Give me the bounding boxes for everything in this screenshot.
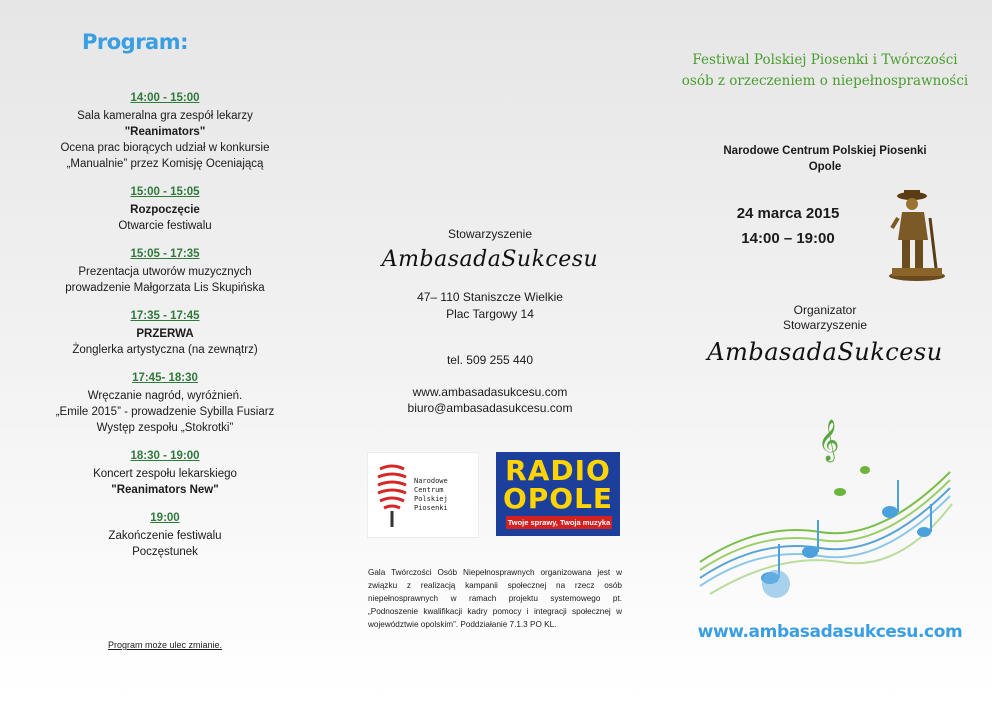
schedule-line: Wręczanie nagród, wyróżnień. xyxy=(87,390,243,402)
schedule-line: „Emile 2015” - prowadzenie Sybilla Fusiarz xyxy=(55,406,275,418)
schedule-line: Otwarcie festiwalu xyxy=(118,220,212,232)
schedule-time: 14:00 - 15:00 xyxy=(130,92,200,104)
ncpp-line: Polskiej xyxy=(414,495,448,503)
schedule-line: Zakończenie festiwalu xyxy=(108,530,222,542)
website-link[interactable]: www.ambasadasukcesu.com xyxy=(412,385,568,399)
ncpp-line: Centrum xyxy=(414,486,444,494)
organizer-line1: Organizator xyxy=(793,303,857,317)
schedule-block xyxy=(30,368,300,436)
microphone-icon xyxy=(370,461,414,531)
address-line2: Plac Targowy 14 xyxy=(446,307,534,321)
schedule-line: Rozpoczęcie xyxy=(130,204,200,216)
schedule-block xyxy=(30,306,300,358)
organizer xyxy=(725,303,925,333)
program-title: Program: xyxy=(81,30,188,54)
svg-text:𝄞: 𝄞 xyxy=(818,420,840,461)
radio-line2: OPOLE xyxy=(502,482,614,515)
festival-title xyxy=(660,50,990,92)
schedule xyxy=(30,88,300,570)
schedule-block xyxy=(30,182,300,234)
schedule-line: „Manualnie” przez Komisję Oceniającą xyxy=(66,158,264,170)
schedule-time: 17:35 - 17:45 xyxy=(130,310,200,322)
schedule-line: "Reanimators" xyxy=(124,126,206,138)
radio-opole-logo xyxy=(496,452,620,536)
schedule-time: 19:00 xyxy=(150,512,180,524)
organizer-line2: Stowarzyszenie xyxy=(782,318,868,332)
schedule-line: Ocena prac biorących udział w konkursie xyxy=(60,142,270,154)
date-block xyxy=(700,201,876,251)
music-notes-illustration xyxy=(690,412,970,612)
phone: tel. 509 255 440 xyxy=(446,353,534,367)
schedule-line: Poczęstunek xyxy=(132,546,198,558)
radio-tagline: Twoje sprawy, Twoja muzyka xyxy=(507,518,611,527)
email-link[interactable]: biuro@ambasadasukcesu.com xyxy=(407,401,573,415)
schedule-block xyxy=(30,508,300,560)
address-line1: 47– 110 Staniszcze Wielkie xyxy=(417,290,563,304)
program-note: Program może ulec zmianie. xyxy=(107,640,223,650)
ncpp-line: Narodowe xyxy=(414,477,448,485)
schedule-time: 15:05 - 17:35 xyxy=(130,248,200,260)
ncpp-line: Piosenki xyxy=(414,504,448,512)
event-date: 24 marca 2015 xyxy=(736,205,840,222)
schedule-time: 18:30 - 19:00 xyxy=(130,450,200,462)
organizer-logo: AmbasadaSukcesu xyxy=(707,338,943,366)
festival-title-line1: Festiwal Polskiej Piosenki i Twórczości xyxy=(692,52,958,68)
schedule-line: Występ zespołu „Stokrotki” xyxy=(96,422,234,434)
venue-line2: Opole xyxy=(808,161,842,173)
campaign-paragraph: Gala Twórczości Osób Niepełnosprawnych organizowana jest w związku z realizacją kampanii społecznej na rzecz osób niepełnosprawnych w ramach projektu systemowego pt. „Podnoszenie kwalifikacji kadry pomocy i integracji społecznej w województwie opolskim”. Poddziałanie 7.1.3 PO KL. xyxy=(368,568,622,629)
ambasada-sukcesu-logo: AmbasadaSukcesu xyxy=(381,247,599,272)
schedule-line: prowadzenie Małgorzata Lis Skupińska xyxy=(65,282,265,294)
footer-website[interactable]: www.ambasadasukcesu.com xyxy=(697,622,963,642)
schedule-line: Sala kameralna gra zespół lekarzy xyxy=(77,110,253,122)
schedule-time: 15:00 - 15:05 xyxy=(130,186,200,198)
schedule-line: "Reanimators New" xyxy=(111,484,219,496)
radio-line1: RADIO xyxy=(505,454,611,487)
schedule-line: PRZERWA xyxy=(136,328,194,340)
venue xyxy=(690,143,960,175)
schedule-block xyxy=(30,244,300,296)
statue-icon xyxy=(884,188,950,284)
schedule-time: 17:45- 18:30 xyxy=(132,372,198,384)
ncpp-logo xyxy=(367,452,479,538)
schedule-line: Koncert zespołu lekarskiego xyxy=(93,468,237,480)
schedule-block xyxy=(30,88,300,172)
event-hours: 14:00 – 19:00 xyxy=(741,230,835,247)
festival-title-line2: osób z orzeczeniem o niepełnosprawności xyxy=(681,73,969,89)
schedule-line: Prezentacja utworów muzycznych xyxy=(78,266,252,278)
schedule-line: Żonglerka artystyczna (na zewnątrz) xyxy=(72,344,258,356)
org-prefix: Stowarzyszenie xyxy=(447,227,533,241)
venue-line1: Narodowe Centrum Polskiej Piosenki xyxy=(723,145,927,157)
schedule-block xyxy=(30,446,300,498)
